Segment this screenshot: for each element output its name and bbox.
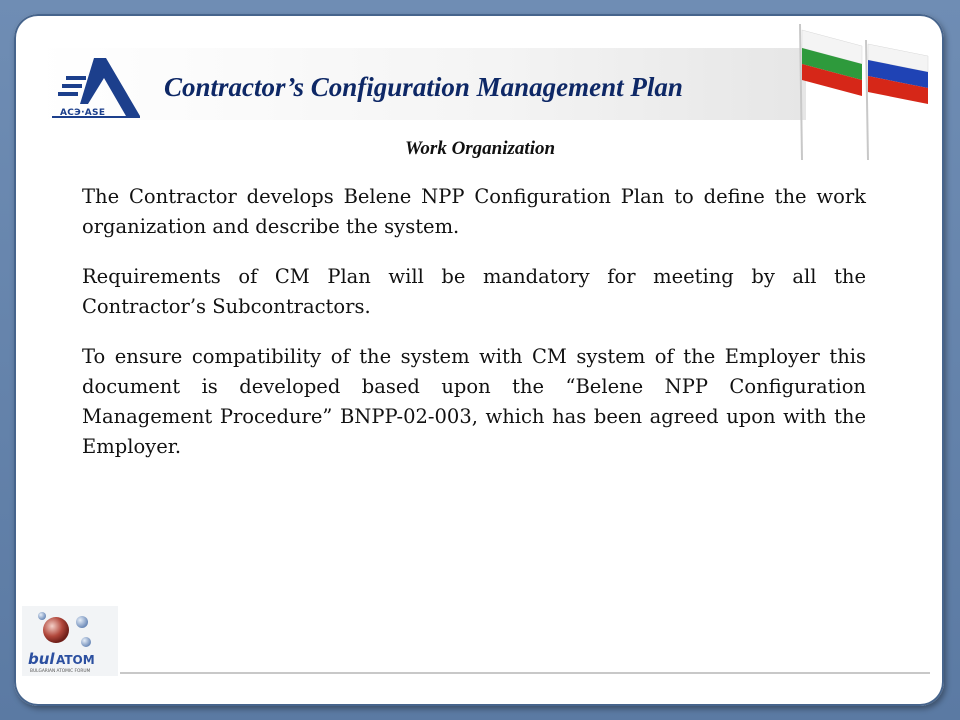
slide [14,14,944,706]
bulatom-logo-icon [22,606,118,676]
page-title: Contractor’s Configuration Management Plan [164,72,683,102]
footer-divider [120,672,930,674]
svg-text:ATOM: ATOM [56,653,95,667]
body-text [82,182,866,482]
paragraph-2: Requirements of CM Plan will be mandatory for meeting by all the Contractor’s Subcontractors. [82,265,866,318]
paragraph-1: The Contractor develops Belene NPP Configuration Plan to define the work organization and describe the system. [82,185,866,238]
svg-text:bul: bul [28,650,55,668]
paragraph-3: To ensure compatibility of the system with CM system of the Employer this document is developed based upon the “Belene NPP Configuration Management Procedure” BNPP-02-003, which has been agreed upon with the Employer. [82,345,866,458]
ase-logo-caption: АСЭ·ASE [60,108,106,118]
slide-subtitle: Work Organization [404,138,556,159]
svg-text:BULGARIAN ATOMIC FORUM: BULGARIAN ATOMIC FORUM [30,669,91,674]
